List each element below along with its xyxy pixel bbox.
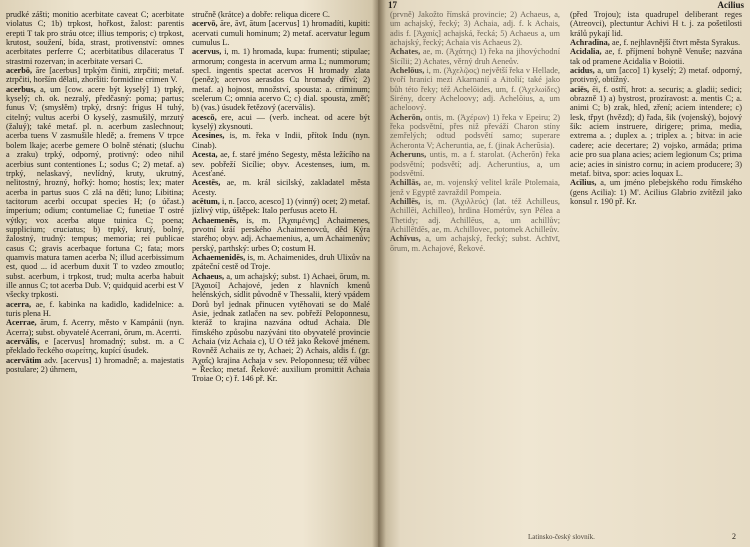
dictionary-entry — [570, 10, 742, 38]
entry-text: is, m. řeka v Indii, přítok Indu (nyn. Cinab). — [192, 131, 370, 150]
entry-headword: acerbus, — [6, 84, 36, 94]
entry-text: ae, f. staré jméno Segesty, města ležícího na sev. pobřeží Sicílie; obyv. Acestenses, ium, m. Acesťané. — [192, 150, 370, 178]
dictionary-entry — [390, 113, 560, 150]
entry-headword: acervō, — [192, 19, 218, 29]
entry-headword: acidus, — [570, 66, 595, 76]
dictionary-entry — [192, 253, 370, 272]
dictionary-entry — [192, 47, 370, 112]
entry-headword: Acīlius, — [570, 178, 597, 188]
dictionary-entry — [192, 197, 370, 216]
entry-text: a, um achajský; subst. 1) Achaei, ōrum, m. [Ἀχαιοί] Achajové, jeden z hlavních kmenů helénských, sídlit původně v Thessalii, který vpádem Dorů byl jednak přinucen vytěhovati se do Malé Asie, jednak zatlačen na sev. pobřeží Peloponnesu, kteráž to krajina nazvána odtud Achaia. Dle římského způsobu nazýváni tito obyvatelé provincie Achaia (viz Achaia c), U O též jako Řekové jménem. Rovněž Achaiis ze ty, Achaei; 2) Achais, aldis f. (gr. Ἀχαΐς) krajina Achaja v sev. Peloponnesu; též vůbec = Řecko; metaf. Řekové: auxilium promittit Achaia Troiae O; c) ř. 146 př. Kr. — [192, 271, 370, 384]
right-column-2 — [570, 10, 742, 543]
entry-text: ere, acui — (verb. incheat. od acere být kyselý) zkysnouti. — [192, 112, 370, 132]
entry-text: (před Trojou); ista quadrupel deliberant reges (Atreovci), plectuntur Achivi H t. j. za pošetilosti králů pykají lid. — [570, 10, 742, 38]
entry-headword: Achaemenidēs, — [192, 252, 246, 262]
entry-text: adv. [acervus] 1) hromadně; a. majestatis postulare; 2) úhrnem, — [6, 355, 184, 375]
dictionary-entry — [192, 272, 370, 384]
entry-text: āre [acerbus] trpkým činiti, ztrpčiti; metaf. ztrpčiti, horším dělati, zhoršiti: formidine crimen V. — [6, 66, 184, 85]
dictionary-entry — [6, 300, 184, 319]
entry-text: ae, m. král sicilský, zakladatel města Acesty. — [192, 178, 370, 197]
entry-text: a, um [cow. acere být kyselý] 1) trpký, kyselý; ch. ok. nezralý, předčasný: poma; partus; funus V; (smysłěm) trpký, drsný: frigus H tuhý, citelný; vultus acerbi O kyselý, zasmušilý, mrzutý (žaluý); také metaf. pl. n. acerbum zaslechnout; acerba tuens V zasmušile hledě; a. fremens V trpce bolem lkaje; acerbe gemere O bolně sténati; (sluchu a zraku) trpký, odporný, protivný: odeo nihil acerbius sunt contentiones L; sodus C; 2) metaf. a) trpký, nelaskavý, nevlídný, kruty, ukrutný, nelitostný, hrozný, hořký: homo; hostis; lex; mater acerba in partus suos C zlá na děti; luno; Libitina; tacitorum acerbi occupat species H; (o účast.) ímperium; odium; contumeliae C; funetiae T ostré výtky; vox acerba atque tuinica C; poena; supplicium; cruciatus; b) trpký, krutý, bolný, žalostný, trudný: tempus; memoria; rei publicae casus C; gravis acerbaque fortuna C; fata; mors quamvis matura tamen acerba N; illud acerbissimum est, quod ... id acerbum duxit T to vzdeo zmoutlo; subst. acerbum, i trpkost, trud; multa acerba habuit ille annus C; tot acerba Dub. V; quidquid acerbi est V všecky trpkosti. — [6, 84, 184, 300]
entry-headword: Acidalia, — [570, 47, 602, 57]
dictionary-entry — [390, 150, 560, 178]
entry-text: (prvně) Jakožto římská provincie; 2) Achaeus, a, um achajský, řecký; 3) Achaia, adj. f. k Achais, adis f. [Ἀχαιίς] achajská, řecká; 5) Achaeus a, um achajský, řecký; Achaia vis Achaeus 2). — [390, 10, 560, 48]
dictionary-entry — [390, 47, 560, 66]
dictionary-entry — [390, 66, 560, 113]
entry-headword: Acherōn, — [390, 112, 423, 122]
dictionary-entry — [570, 38, 742, 47]
entry-headword: Acerrae, — [6, 318, 37, 328]
dictionary-entry — [390, 197, 560, 234]
entry-text: i, n. [acco, acesco] 1) (vinný) ocet; 2) metaf. jízlivý vtip, úštěpek: Italo perfusus aceto H. — [192, 196, 370, 216]
entry-text: ēi, f. ostří, hrot: a. securis; a. gladii; sedici; obrazně 1) a) bystrost, prozíravost: a. mentis C; a. animi C; b) zrak, hled, zření; aciem intendere; c) lesk, třpyt (hvězd); d) řada, šik (vojenský), bojový šik: aciem instruere, dirigere; prima, media, extrema a. ; duplex a. ; triplex a. ; bitva: in acie cadere; acie decertare; 2) vojsko, armáda; prima acie pro sua plana acies; aciem legionum Cs; prima acie; acies in sinistro cornu; in aciem producere; 3) metaf. bitva, spor: acies loquax L. — [570, 84, 742, 178]
entry-headword: Acesines, — [192, 131, 225, 141]
dictionary-entry — [192, 216, 370, 253]
entry-text: ae, f. příjmení bohyně Venuše; nazvána tak od pramene Acidalia v Boiotii. — [570, 47, 742, 66]
dictionary-entry — [192, 178, 370, 197]
entry-text: untis, m. a f. starolat. (Acherōn) řeka podsvětní; podsvětí; adj. Acheruntius, a, um podsvětní. — [390, 150, 560, 178]
dictionary-entry — [192, 10, 370, 19]
right-column-1 — [390, 10, 560, 543]
entry-text: a, um achajský, řecký; subst. Achīvī, ōrum, m. Achajové, Řekové. — [390, 234, 560, 253]
entry-headword: acervātim — [6, 355, 42, 365]
entry-headword: Acesta, — [192, 150, 218, 160]
entry-headword: Achaemenēs, — [192, 215, 239, 225]
entry-text: āre, āvī, ātum [acervus] 1) hromadíti, kupiti: acervati cumuli hominum; 2) metaf. acervatur legum cumulus L. — [192, 19, 370, 48]
entry-text: ae, m. (Ἀχάτης) 1) řeka na jihovýchodní Sicílii; 2) Achates, věrný druh Aeneův. — [390, 47, 560, 66]
entry-headword: acerbō, — [6, 66, 33, 76]
entry-text: a, um jméno plebejského rodu římského (gens Acilia): 1) M'. Acilius Glabrio zvítězil jako konsul r. 190 př. Kr. — [570, 178, 742, 206]
dictionary-entry — [390, 234, 560, 253]
left-column-2 — [192, 10, 370, 543]
dictionary-entry — [6, 66, 184, 85]
signature-line: Latinsko-český slovník. — [528, 533, 595, 541]
entry-headword: acētum, — [192, 196, 220, 206]
entry-text: is, m. (Ἀχιλλεύς) (lat. též Achilleus, Achillēi, Achilleo), hrdina Homérův, syn Pélea a Thetidy; adj. Achillēus, a, um achillův; Achillēīdēs, ae, m. Achillovec, potomek Achilleův. — [390, 196, 560, 234]
entry-headword: Achates, — [390, 47, 421, 57]
sheet-mark: 2 — [732, 532, 736, 541]
entry-headword: acervus, — [192, 47, 222, 57]
dictionary-entry — [390, 10, 560, 47]
entry-text: is, m. [Ἀχαιμένης] Achaimenes, prvotní kráí perského Achaimenovců, děd Kýra starého; obyv. adj. Achaemenius, a, um Achaimenův; perský, parthský: urbes O; costum H. — [192, 215, 370, 253]
guide-word: Acilius — [717, 0, 744, 10]
entry-headword: Achīvus, — [390, 234, 421, 244]
entry-text: ārum, f. Acerry, město v Kampánii (nyn. Acerra); subst. obyvatelé Acerrani, ōrum, m. Acerrti. — [6, 318, 184, 337]
entry-text: ae, m. vojenský velitel krále Ptolemaia, jenž v Egyptě zavraždil Pompeia. — [390, 178, 560, 197]
dictionary-entry — [192, 131, 370, 150]
right-header — [388, 0, 744, 10]
entry-headword: aciēs, — [570, 84, 590, 94]
dictionary-entry — [192, 19, 370, 47]
entry-headword: Acestēs, — [192, 178, 221, 188]
entry-headword: Achillēs, — [390, 196, 421, 206]
dictionary-entry — [192, 113, 370, 132]
dictionary-entry — [6, 10, 184, 66]
entry-text: is, m. Achaimenides, druh Ulixův na zpáteční cestě od Troje. — [192, 252, 370, 272]
dictionary-entry — [570, 66, 742, 85]
entry-text: i, m. (Ἀχελῷος) největší řeka v Hellade, tvoří hranici mezi Akarnanií a Aitolií; také jako bůh této řeky; též Achelōides, um, f. (Ἀχελωίδες) Sirény, dcery Acheloovy; adj. Achelōius, a, um acheloový. — [390, 66, 560, 113]
right-page — [378, 0, 750, 547]
page-number-top: 17 — [388, 0, 397, 10]
entry-text: prudké zášti; monitio acerbitate caveat C; acerbitate violatus C; 1b) trpkost, hořkost, žalost: parentis erepti T tak pro stráu otce; illius temporis; c) trpkost, krutost, soužení, bída, strast, protivenství: omnes acerbitates perferre C; acerbitatibus dilaceratus T strastmi rozervan; in acerbitate versari C. — [6, 10, 184, 66]
entry-headword: acescō, — [192, 112, 217, 122]
entry-headword: acerra, — [6, 299, 32, 309]
entry-headword: Acheruns, — [390, 150, 427, 160]
entry-text: ae, f. nejhlavnější čtvrt města Syrakus. — [611, 38, 741, 48]
entry-headword: acervālis, — [6, 337, 40, 347]
dictionary-entry — [6, 85, 184, 300]
entry-text: i, m. 1) hromada, kupa: frumenti; stipulae; armorum; congesta in acervum arma L; nummorum; specl. ingentis spectat acervos H hromady zlata (peněz); acervos aerasdos Cu hromady dříví; 2) metaf. a) hojnost, množství, spousta: a. criminum; scelerum C; omnia acervo C; c) dial. spousta, změť; b) (vas.) úsudek řetězový (acervālis). — [192, 47, 370, 113]
entry-text: e [acervus] hromadný; subst. m. a C překlado řeckého σωρείτης, kupící úsudek. — [6, 337, 184, 356]
dictionary-entry — [6, 337, 184, 356]
entry-headword: Achelōus, — [390, 66, 425, 76]
entry-text: ontis, m. (Ἀχέρων) 1) řeka v Epeiru; 2) řeka podsvětní, přes niž převáží Charon stíny zemřelých; odtud podsvětí samo; superare Acheronta V; Acheruntia, ae, f. (jinak Acherūsia). — [390, 112, 560, 150]
entry-headword: Achaeus, — [192, 271, 225, 281]
dictionary-entry — [570, 178, 742, 206]
entry-text: a, um [acco] 1) kyselý; 2) metaf. odporný, protivný, obtížný. — [570, 66, 742, 85]
dictionary-entry — [390, 178, 560, 197]
entry-headword: Achillās, — [390, 178, 421, 188]
left-header — [6, 0, 372, 10]
entry-text: stručně (krátce) a dobře: reliqua dicere C. — [192, 10, 330, 19]
dictionary-entry — [570, 47, 742, 66]
dictionary-entry — [6, 356, 184, 375]
left-column-1 — [6, 10, 184, 543]
entry-headword: Achradīna, — [570, 38, 610, 48]
dictionary-entry — [6, 318, 184, 337]
entry-text: ae, f. kabinka na kadidlo, kadidelnice: a. turis plena H. — [6, 299, 184, 318]
dictionary-entry — [192, 150, 370, 178]
dictionary-entry — [570, 85, 742, 178]
